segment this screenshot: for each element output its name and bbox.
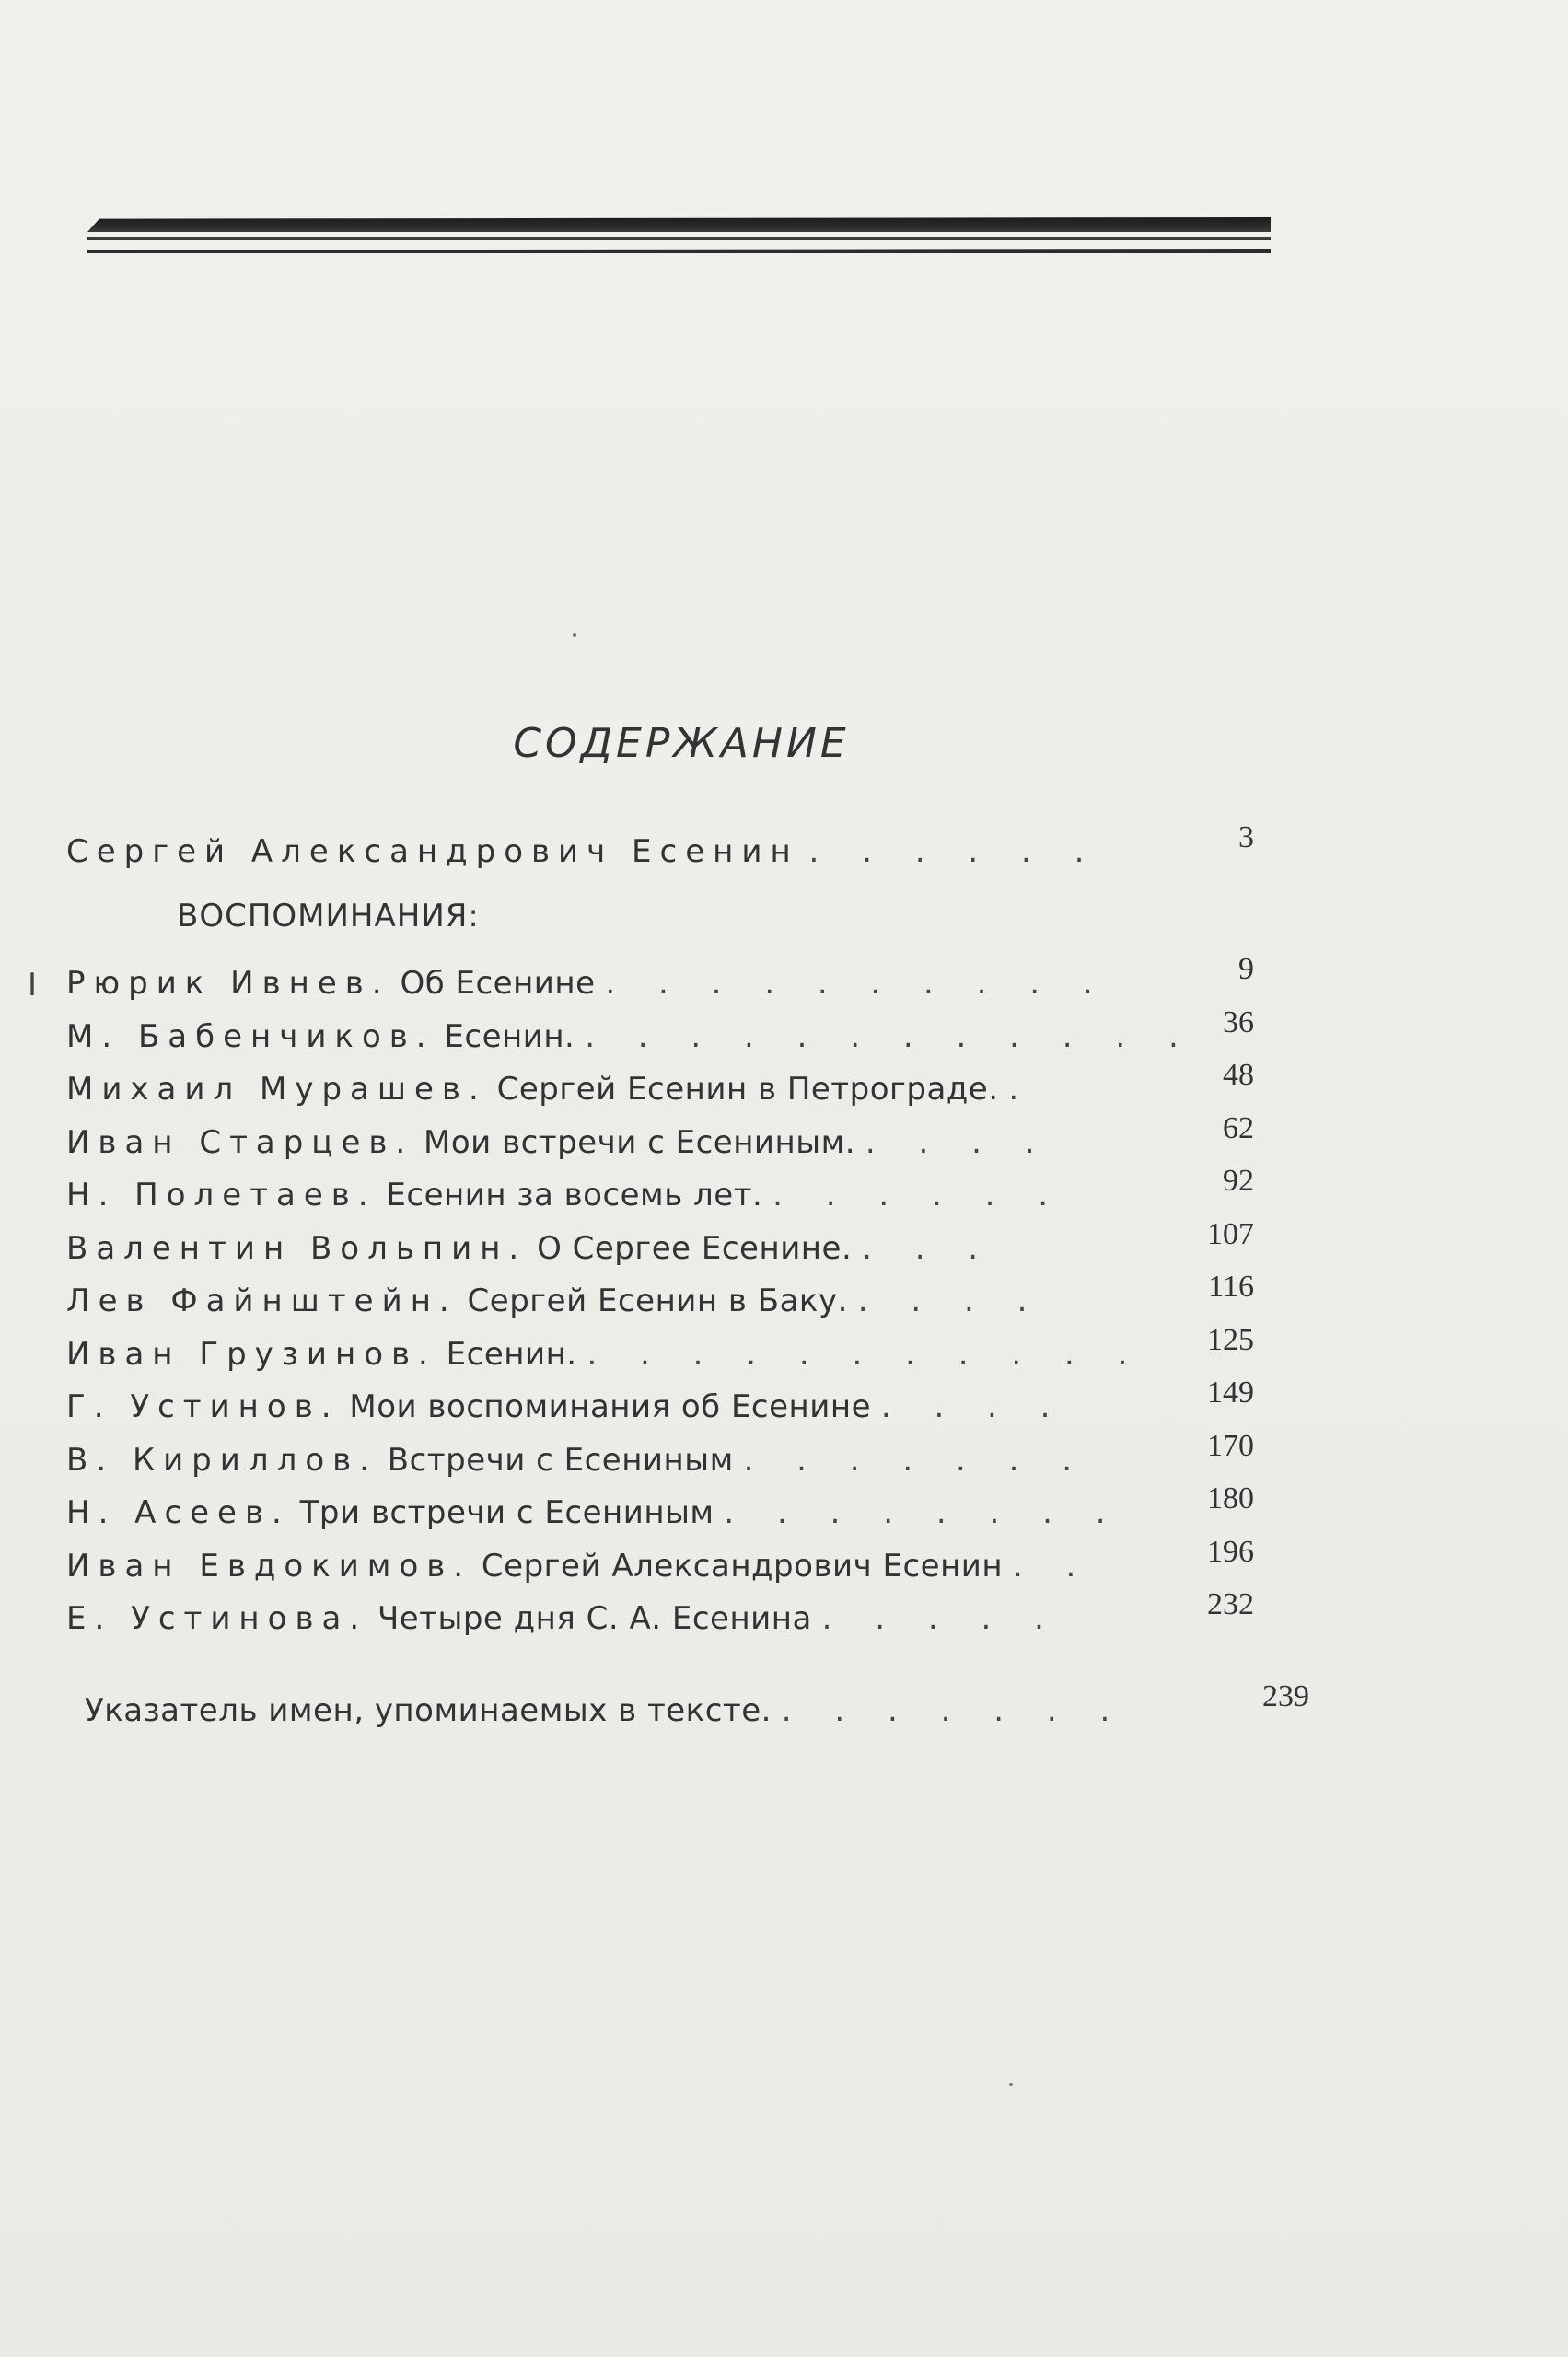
toc-entry <box>66 952 1254 1011</box>
entry-title: Есенин. <box>446 1335 577 1373</box>
page-number: 48 <box>1223 1058 1254 1092</box>
page-number: 36 <box>1223 1004 1254 1039</box>
toc-entry <box>66 1110 1254 1170</box>
page-number: 149 <box>1207 1376 1254 1410</box>
leader-dots: . . . . . . . . <box>724 1494 1122 1531</box>
entry-title: Об Есенине <box>400 965 596 1002</box>
entry-author: Н. Полетаев. <box>66 1177 377 1213</box>
entry-author: Лев Файнштейн. <box>66 1283 458 1319</box>
entry-title: Мои воспоминания об Есенине <box>349 1388 872 1425</box>
section-heading: ВОСПОМИНАНИЯ: <box>177 898 480 935</box>
leader-dots: . . . <box>862 1229 995 1267</box>
entry-title: Сергей Александрович Есенин <box>66 833 799 870</box>
entry-title: Сергей Есенин в Баку. <box>467 1283 848 1319</box>
paper-speck <box>1009 2083 1013 2086</box>
entry-title: Сергей Александрович Есенин <box>481 1547 1004 1585</box>
page-number: 92 <box>1223 1164 1254 1198</box>
entry-title: Три встречи с Есениным <box>299 1494 714 1531</box>
entry-author: Рюрик Ивнев. <box>66 965 390 1002</box>
entry-author: Г. Устинов. <box>66 1388 340 1425</box>
entry-title: Сергей Есенин в Петрограде. <box>496 1071 999 1108</box>
page-number: 232 <box>1207 1587 1254 1621</box>
page-number: 107 <box>1207 1216 1254 1251</box>
toc-entry <box>66 1481 1254 1540</box>
decorative-rule-middle <box>87 237 1271 240</box>
toc-entry <box>66 1534 1254 1594</box>
entry-author: М. Бабенчиков. <box>66 1017 435 1055</box>
paper-speck <box>573 633 576 637</box>
leader-dots: . . . . . . . . . . . <box>587 1335 1144 1373</box>
entry-title: Есенин. <box>444 1017 575 1055</box>
page-number: 170 <box>1207 1428 1254 1463</box>
decorative-rule-thick <box>87 217 1271 232</box>
leader-dots: . . . . . . . . . . <box>605 965 1109 1002</box>
page-number: 196 <box>1207 1534 1254 1569</box>
entry-title: Есенин за восемь лет. <box>386 1177 763 1213</box>
leader-dots: . . . . <box>857 1283 1044 1319</box>
toc-entry <box>66 1376 1254 1434</box>
leader-dots: . . . . . <box>821 1600 1061 1637</box>
page-number: 125 <box>1207 1322 1254 1357</box>
toc-entry <box>66 1164 1254 1223</box>
entry-title: Указатель имен, упоминаемых в тексте. <box>85 1692 772 1729</box>
leader-dots: . . . . <box>880 1388 1067 1425</box>
leader-dots: . . <box>1012 1547 1093 1585</box>
page-number: 9 <box>1238 952 1254 986</box>
entry-author: Иван Евдокимов. <box>66 1547 472 1585</box>
toc-entry <box>66 1587 1254 1646</box>
entry-title: О Сергее Есенине. <box>537 1229 853 1267</box>
leader-dots: . . . . <box>865 1123 1051 1161</box>
leader-dots: . . . . . . . <box>781 1692 1127 1729</box>
page-number: 62 <box>1223 1110 1254 1145</box>
decorative-rule-thin <box>87 249 1271 253</box>
leader-dots: . . . . . . <box>808 833 1101 870</box>
entry-title: Четыре дня С. А. Есенина <box>377 1600 812 1637</box>
entry-title: Встречи с Есениным <box>387 1441 734 1479</box>
toc-entry <box>66 1270 1254 1329</box>
margin-mark: I <box>28 967 38 1004</box>
toc-entry <box>66 1322 1254 1382</box>
contents-heading: СОДЕРЖАНИЕ <box>513 720 850 767</box>
leader-dots: . . . . . . <box>772 1177 1065 1213</box>
toc-entry <box>66 1216 1254 1276</box>
entry-author: Е. Устинова. <box>66 1600 368 1637</box>
entry-author: Н. Асеев. <box>66 1494 290 1531</box>
entry-author: Михаил Мурашев. <box>66 1071 487 1108</box>
entry-title: Мои встречи с Есениным. <box>424 1123 856 1161</box>
page-number: 180 <box>1207 1481 1254 1515</box>
entry-author: Иван Старцев. <box>66 1123 414 1161</box>
toc-entry-index <box>85 1679 1309 1738</box>
page-number: 239 <box>1262 1679 1309 1713</box>
toc-entry <box>66 1428 1254 1488</box>
toc-entry <box>66 1004 1254 1064</box>
leader-dots: . <box>1008 1071 1036 1108</box>
entry-author: В. Кириллов. <box>66 1441 377 1479</box>
leader-dots: . . . . . . . . . . . . <box>585 1017 1195 1055</box>
page-number: 3 <box>1238 820 1254 854</box>
leader-dots: . . . . . . . <box>743 1441 1089 1479</box>
page-number: 116 <box>1208 1270 1254 1304</box>
entry-author: Валентин Вольпин. <box>66 1229 528 1267</box>
toc-entry <box>66 1058 1254 1117</box>
toc-entry-intro <box>66 820 1254 879</box>
entry-author: Иван Грузинов. <box>66 1335 436 1373</box>
